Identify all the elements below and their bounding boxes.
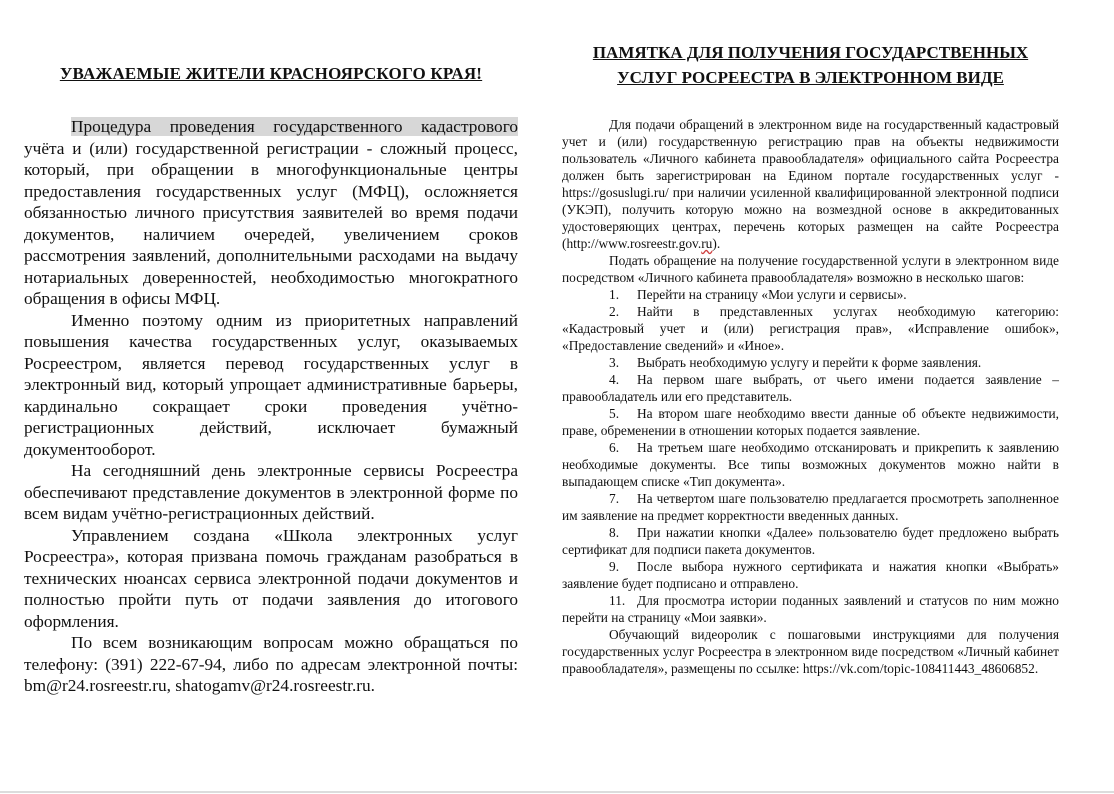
step-number: 11. xyxy=(609,593,626,608)
right-title xyxy=(562,40,1059,90)
step-number: 3. xyxy=(609,355,620,370)
step-item xyxy=(562,524,1059,558)
step-item xyxy=(562,490,1059,524)
right-title-line-2: УСЛУГ РОСРЕЕСТРА В ЭЛЕКТРОННОМ ВИДЕ xyxy=(617,68,1004,87)
left-title: УВАЖАЕМЫЕ ЖИТЕЛИ КРАСНОЯРСКОГО КРАЯ! xyxy=(59,64,483,83)
step-item xyxy=(562,405,1059,439)
step-text: Найти в представленных услугах необходимую категорию: «Кадастровый учет и (или) регистрация прав», «Исправление ошибок», «Предоставление сведений» и «Иное». xyxy=(562,304,1059,353)
left-paragraph-1-text: учёта и (или) государственной регистрации - сложный процесс, который, при обращении в многофункциональные центры предоставления государственных услуг (МФЦ), осложняется обязанностью личного присутствия заявителей во время подачи документов, наличием очередей, увеличением сроков рассмотрения заявлений, дополнительными расходами на выдачу нотариальных доверенностей, необходимостью многократного обращения в офисы МФЦ. xyxy=(24,138,518,308)
step-item xyxy=(562,354,1059,371)
step-text: На четвертом шаге пользователю предлагается просмотреть заполненное им заявление на предмет корректности введенных данных. xyxy=(562,491,1059,523)
right-body xyxy=(562,116,1059,677)
left-paragraph-5: По всем возникающим вопросам можно обращаться по телефону: (391) 222-67-94, либо по адресам электронной почты: bm@r24.rosreestr.ru, shatogamv@r24.rosreestr.ru. xyxy=(24,633,518,695)
step-item xyxy=(562,303,1059,354)
step-number: 2. xyxy=(609,304,620,319)
steps-intro: Подать обращение на получение государственной услуги в электронном виде посредством «Личного кабинета правообладателя» возможно в несколько шагов: xyxy=(562,253,1059,285)
step-number: 9. xyxy=(609,559,620,574)
step-text: На первом шаге выбрать, от чьего имени подается заявление – правообладатель или его представитель. xyxy=(562,372,1059,404)
page-divider xyxy=(0,791,1114,793)
step-item xyxy=(562,592,1059,626)
spellcheck-underline: ru xyxy=(701,236,713,251)
step-item xyxy=(562,439,1059,490)
step-item xyxy=(562,286,1059,303)
step-text: На втором шаге необходимо ввести данные об объекте недвижимости, праве, обременении в отношении которых подается заявление. xyxy=(562,406,1059,438)
right-title-line-1: ПАМЯТКА ДЛЯ ПОЛУЧЕНИЯ ГОСУДАРСТВЕННЫХ xyxy=(592,43,1029,62)
step-number: 1. xyxy=(609,287,620,302)
step-item xyxy=(562,558,1059,592)
step-item xyxy=(562,371,1059,405)
step-text: Для просмотра истории поданных заявлений и статусов по ним можно перейти на страницу «Мои заявки». xyxy=(562,593,1059,625)
intro-text: Для подачи обращений в электронном виде на государственный кадастровый учет и (или) государственную регистрацию прав на объекты недвижимости пользователь «Личного кабинета правообладателя» официального сайта Росреестра должен быть зарегистрирован на Едином портале государственных услуг - https://gosuslugi.ru/ при наличии усиленной квалифицированной электронной подписи (УКЭП), получить которую можно на возмездной основе в аккредитованных удостоверяющих центрах, перечень которых размещен на сайте Росреестра (http://www.rosreestr.gov. xyxy=(562,117,1059,251)
intro-paragraph xyxy=(562,116,1059,252)
left-paragraph-1 xyxy=(24,116,518,310)
steps-list xyxy=(562,286,1059,626)
step-text: Выбрать необходимую услугу и перейти к форме заявления. xyxy=(637,355,982,370)
step-number: 6. xyxy=(609,440,620,455)
step-number: 7. xyxy=(609,491,620,506)
intro-text-end: ). xyxy=(712,236,721,251)
step-number: 4. xyxy=(609,372,620,387)
highlighted-text: Процедура проведения государственного кадастрового xyxy=(71,117,518,136)
step-text: Перейти на страницу «Мои услуги и сервисы». xyxy=(637,287,907,302)
step-text: При нажатии кнопки «Далее» пользователю будет предложено выбрать сертификат для подписи пакета документов. xyxy=(562,525,1059,557)
left-body xyxy=(24,116,518,697)
left-paragraph-3: На сегодняшний день электронные сервисы Росреестра обеспечивают представление документов в электронной форме по всем видам учётно-регистрационных действий. xyxy=(24,461,518,523)
step-number: 5. xyxy=(609,406,620,421)
left-paragraph-4: Управлением создана «Школа электронных услуг Росреестра», которая призвана помочь гражданам разобраться в технических нюансах сервиса электронной подачи документов и полностью пройти путь от подачи заявления до итогового оформления. xyxy=(24,525,518,631)
step-text: На третьем шаге необходимо отсканировать и прикрепить к заявлению необходимые документы. Все типы возможных документов можно найти в выпадающем списке «Тип документа». xyxy=(562,440,1059,489)
video-note: Обучающий видеоролик с пошаговыми инструкциями для получения государственных услуг Росреестра в электронном виде посредством «Личный кабинет правообладателя», размещены по ссылке: https://vk.com/topic-108411443_48606852. xyxy=(562,627,1059,676)
left-paragraph-2: Именно поэтому одним из приоритетных направлений повышения качества государственных услуг, оказываемых Росреестром, является перевод государственных услуг в электронный вид, который упрощает административные барьеры, кардинально сокращает сроки проведения учётно-регистрационных действий, исключает бумажный документооборот. xyxy=(24,310,518,459)
step-text: После выбора нужного сертификата и нажатия кнопки «Выбрать» заявление будет подписано и отправлено. xyxy=(562,559,1059,591)
step-number: 8. xyxy=(609,525,620,540)
